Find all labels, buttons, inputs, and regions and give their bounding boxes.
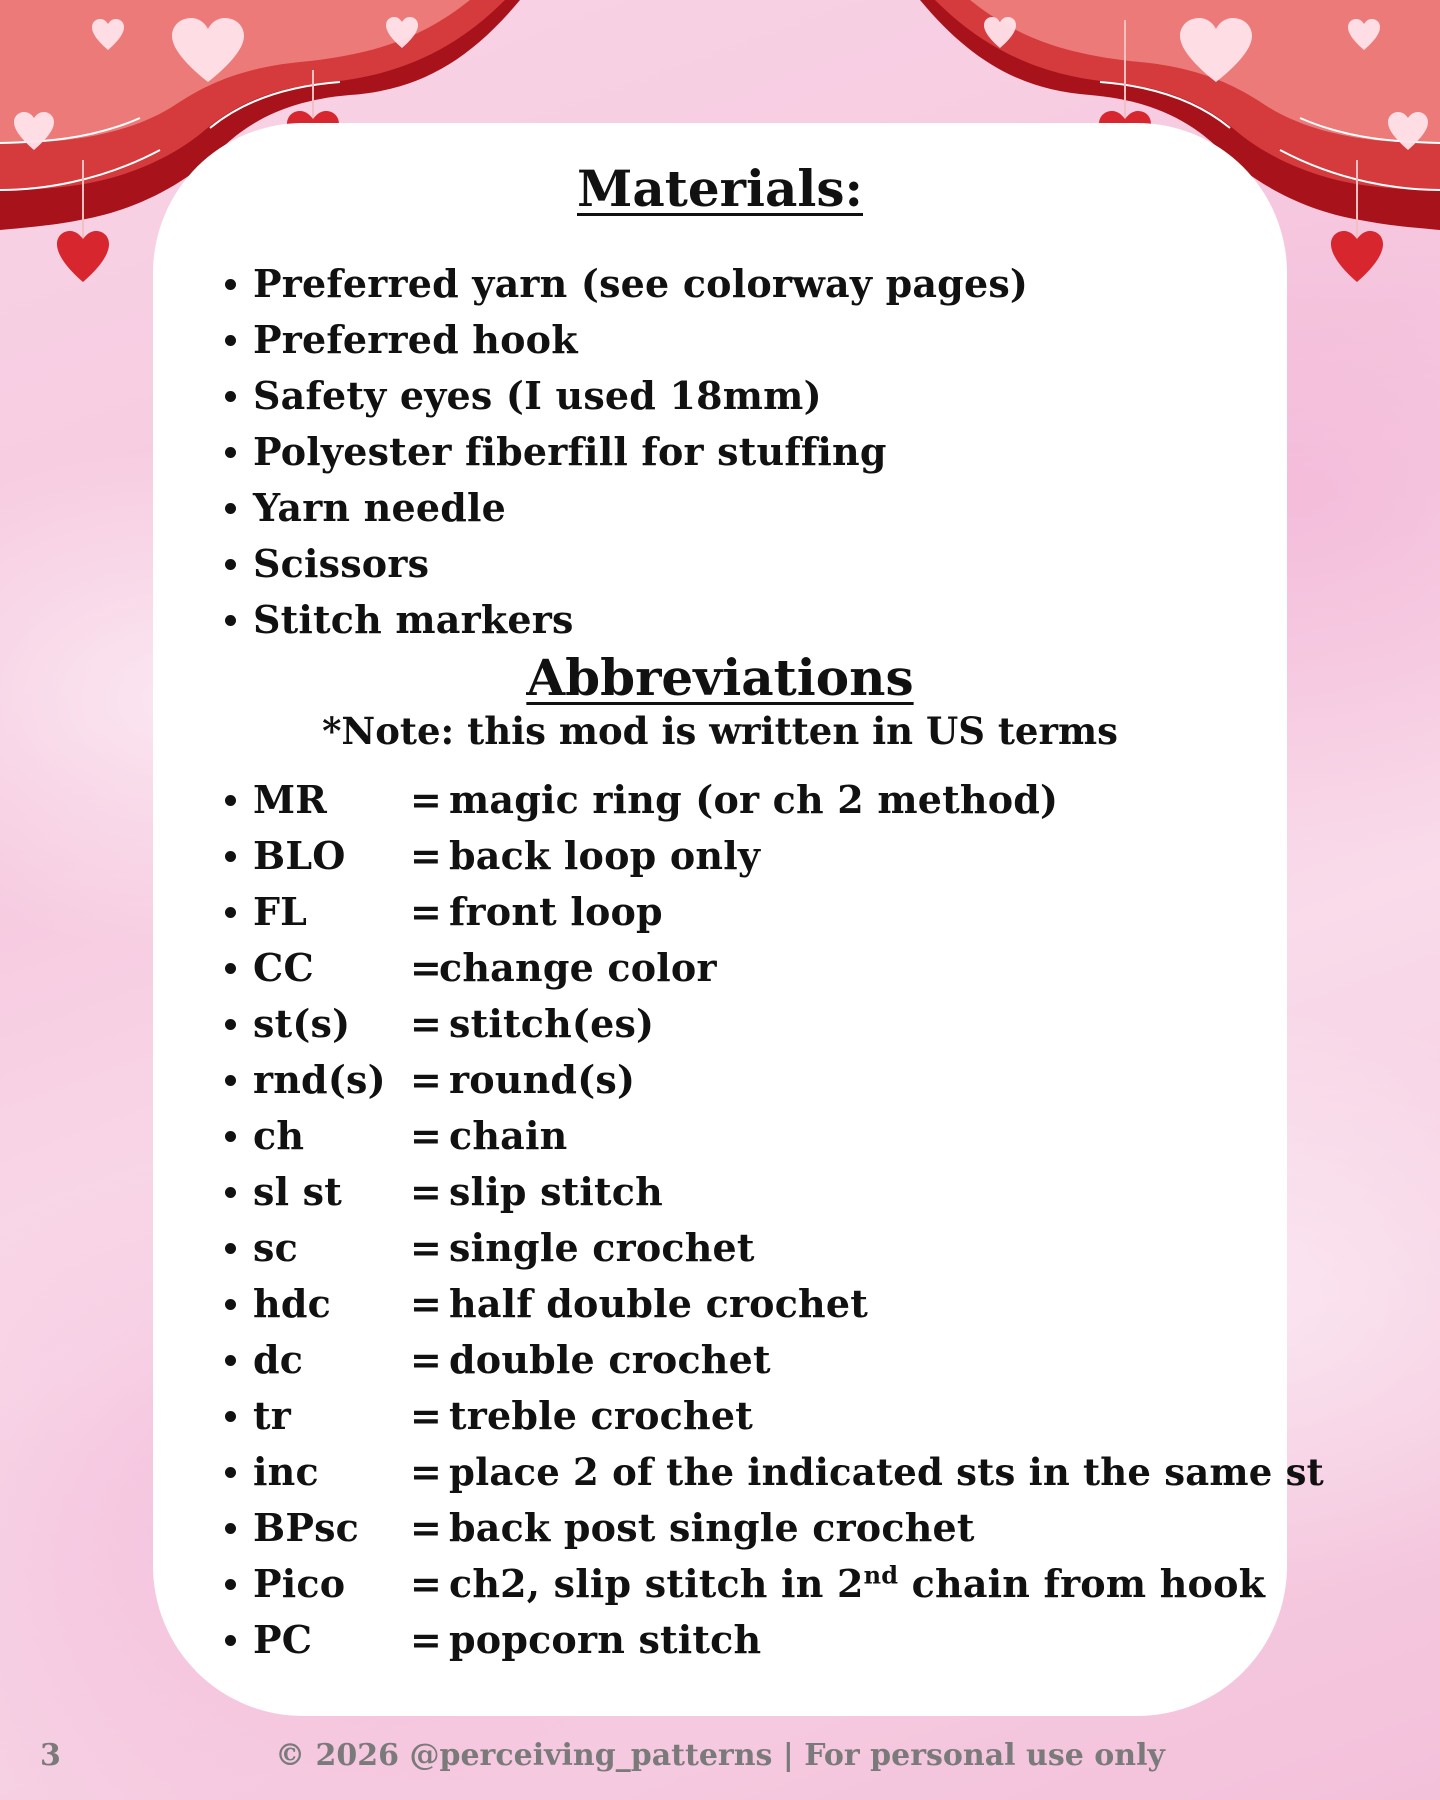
materials-list (243, 256, 1028, 648)
abbr-definition: round(s) (449, 1057, 636, 1102)
content-card: Materials: Preferred yarn (see colorway pages) Preferred hook Safety eyes (I used 18mm) Polyester fiberfill for stuffing Yarn needle Scissors Stitch markers Abbreviations *Note: this mod is written in US terms MR = magic ring (or ch 2 method) BLO = back loop only FL = front loop CC = change color st(s) = stitch(es) rnd(s) = round(s) ch = chain sl st = slip stitch sc = single crochet hdc = half double crochet dc = double crochet tr = treble crochet inc = place 2 of the indicated sts in the same st BPsc = back post single crochet Pico = ch2, slip stitch in 2nd chain from hook PC = popcorn stitch (153, 123, 1287, 1716)
heart-icon (57, 231, 109, 282)
abbr-term: hdc (253, 1281, 331, 1326)
abbr-definition: single crochet (449, 1225, 755, 1270)
abbr-term: BPsc (253, 1505, 360, 1550)
abbreviations-title: Abbreviations (526, 648, 914, 707)
us-terms-note: *Note: this mod is written in US terms (322, 709, 1118, 753)
abbr-definition: magic ring (or ch 2 method) (449, 777, 1059, 822)
abbr-definition: treble crochet (449, 1393, 753, 1438)
list-item: Polyester fiberfill for stuffing (243, 424, 1028, 480)
abbr-term: PC (253, 1617, 313, 1662)
abbr-definition: back post single crochet (449, 1505, 975, 1550)
abbr-definition: back loop only (449, 833, 761, 878)
abbr-term: tr (253, 1393, 291, 1438)
abbr-term: dc (253, 1337, 304, 1382)
abbr-term: sl st (253, 1169, 343, 1214)
list-item: Yarn needle (243, 480, 1028, 536)
list-item: Preferred yarn (see colorway pages) (243, 256, 1028, 312)
abbr-term: inc (253, 1449, 319, 1494)
copyright-notice: © 2026 @perceiving_patterns | For personal use only (275, 1738, 1165, 1773)
page-number: 3 (40, 1738, 61, 1773)
abbr-term: sc (253, 1225, 298, 1270)
abbr-definition: stitch(es) (449, 1001, 655, 1046)
abbr-term: rnd(s) (253, 1057, 386, 1102)
abbr-term: BLO (253, 833, 346, 878)
heart-icon (1331, 231, 1383, 282)
abbr-term: CC (253, 945, 314, 990)
abbr-definition: ch2, slip stitch in 2nd chain from hook (449, 1560, 1266, 1606)
page-footer (0, 1738, 1440, 1788)
abbr-definition: half double crochet (449, 1281, 869, 1326)
abbr-definition: chain (449, 1113, 568, 1158)
abbr-term: MR (253, 777, 328, 822)
abbr-definition: place 2 of the indicated sts in the same st (449, 1450, 1324, 1494)
list-item: Stitch markers (243, 592, 1028, 648)
abbr-definition: popcorn stitch (449, 1617, 762, 1662)
abbr-term: ch (253, 1113, 305, 1158)
abbr-definition: change color (439, 945, 717, 990)
abbr-term: st(s) (253, 1001, 351, 1046)
abbr-term: Pico (253, 1561, 346, 1606)
abbr-definition: front loop (449, 889, 663, 934)
list-item: Safety eyes (I used 18mm) (243, 368, 1028, 424)
list-item: Scissors (243, 536, 1028, 592)
abbr-definition: double crochet (449, 1337, 771, 1382)
abbr-definition: slip stitch (449, 1169, 663, 1214)
list-item: Preferred hook (243, 312, 1028, 368)
abbr-term: FL (253, 889, 308, 934)
materials-title: Materials: (577, 159, 863, 218)
